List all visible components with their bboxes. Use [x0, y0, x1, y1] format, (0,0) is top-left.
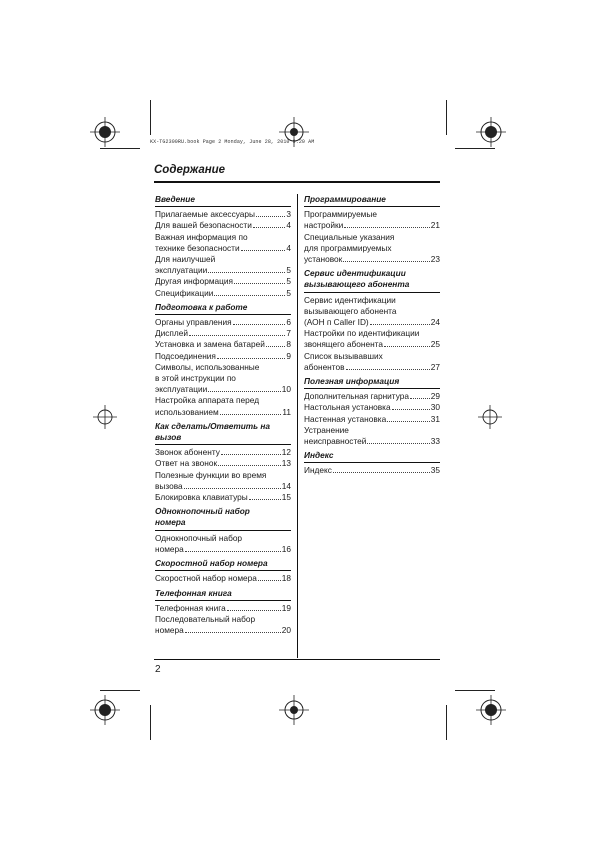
toc-entry[interactable]	[304, 232, 440, 266]
toc-entry-text: Ответ на звонок	[155, 458, 218, 469]
toc-entry-text: Важная информация по	[155, 231, 248, 242]
toc-entry-page: 4	[286, 242, 291, 253]
registration-mark-mid-right	[478, 405, 502, 429]
toc-entry-page: 21	[430, 220, 440, 231]
toc-entry-page: 25	[430, 339, 440, 350]
toc-entry-page: 23	[430, 254, 440, 265]
toc-entry-page: 18	[281, 573, 291, 584]
toc-entry[interactable]	[155, 288, 291, 299]
toc-entry[interactable]	[155, 533, 291, 555]
toc-left-column	[155, 194, 291, 636]
toc-entry-text: Блокировка клавиатуры	[155, 492, 248, 503]
dot-leader	[387, 421, 430, 422]
toc-entry-page: 16	[281, 543, 291, 554]
toc-entry-text: эксплуатации	[155, 384, 208, 395]
toc-entry-page: 24	[430, 317, 440, 328]
toc-entry-text: технике безопасности	[155, 242, 240, 253]
section-rule	[155, 570, 291, 571]
dot-leader	[392, 409, 430, 410]
registration-mark-bottom-left	[90, 695, 120, 725]
section-heading: Введение	[155, 194, 195, 204]
toc-entry[interactable]	[304, 414, 440, 425]
dot-leader	[218, 465, 281, 466]
toc-entry-text: Установка и замена батарей	[155, 339, 265, 350]
toc-entry[interactable]	[155, 220, 291, 231]
toc-entry-page: 4	[286, 220, 291, 231]
dot-leader	[217, 358, 285, 359]
toc-entry-text: Спецификации	[155, 287, 214, 298]
toc-entry-page: 13	[281, 458, 291, 469]
toc-entry-text: Настройка аппарата перед	[155, 395, 260, 406]
dot-leader	[333, 472, 430, 473]
section-rule	[155, 314, 291, 315]
toc-entry[interactable]	[304, 328, 440, 350]
dot-leader	[184, 488, 281, 489]
section-heading: Как сделать/Ответить на	[155, 420, 270, 431]
toc-entry[interactable]	[304, 425, 440, 447]
toc-entry-text: Другая информация	[155, 276, 234, 287]
section-rule	[155, 444, 291, 445]
toc-entry-text: Для наилучшей	[155, 254, 216, 265]
section-rule	[304, 206, 440, 207]
toc-entry[interactable]	[304, 465, 440, 476]
dot-leader	[233, 324, 286, 325]
toc-entry-text: эксплуатации	[155, 265, 208, 276]
dot-leader	[241, 250, 286, 251]
section-heading: Индекс	[304, 450, 334, 461]
dot-leader	[208, 391, 280, 392]
toc-entry-page: 12	[281, 447, 291, 458]
toc-entry-text: Настройки по идентификации	[304, 328, 420, 339]
toc-entry[interactable]	[155, 209, 291, 220]
toc-entry-text: Сервис идентификации	[304, 294, 396, 305]
section-rule	[304, 292, 440, 293]
toc-entry-text: вызывающего абонента	[304, 305, 397, 316]
dot-leader	[185, 632, 281, 633]
toc-entry-text: Органы управления	[155, 317, 232, 328]
toc-entry-text: для программируемых	[304, 242, 392, 253]
toc-entry[interactable]	[155, 458, 291, 469]
toc-entry[interactable]	[155, 232, 291, 254]
toc-entry-text: Список вызывавших	[304, 350, 383, 361]
toc-entry[interactable]	[155, 573, 291, 584]
dot-leader	[214, 295, 285, 296]
toc-entry[interactable]	[155, 317, 291, 328]
toc-entry-page: 7	[286, 328, 291, 339]
toc-entry-text: Прилагаемые аксессуары	[155, 209, 255, 220]
dot-leader	[367, 443, 429, 444]
print-header: KX-TG2300RU.book Page 2 Monday, June 28, 2010 9:20 AM	[150, 139, 315, 145]
toc-entry[interactable]	[155, 254, 291, 276]
section-heading: Однокнопочный набор	[155, 506, 250, 517]
toc-entry[interactable]	[304, 295, 440, 329]
registration-mark-bottom-right	[476, 695, 506, 725]
dot-leader	[249, 499, 281, 500]
toc-entry-text: абонентов	[304, 361, 345, 372]
section-heading: вызов	[155, 432, 182, 443]
toc-entry-text: вызова	[155, 480, 183, 491]
toc-right-column	[304, 194, 440, 477]
toc-entry-page: 6	[286, 317, 291, 328]
section-heading: Полезная информация	[304, 376, 400, 387]
column-divider	[297, 194, 298, 658]
toc-entry-page: 19	[281, 602, 291, 613]
registration-mark-bottom-center	[279, 695, 309, 725]
section-rule	[155, 600, 291, 601]
toc-entry-page: 5	[286, 287, 291, 298]
toc-entry-text: использованием	[155, 406, 219, 417]
toc-entry-page: 5	[286, 276, 291, 287]
toc-entry[interactable]	[304, 391, 440, 402]
footer-rule	[154, 659, 440, 660]
toc-entry-text: Для вашей безопасности	[155, 220, 252, 231]
toc-entry-text: Устранение	[304, 424, 349, 435]
dot-leader	[185, 551, 281, 552]
toc-entry-text: в этой инструкции по	[155, 373, 236, 384]
toc-entry-page: 30	[430, 402, 440, 413]
dot-leader	[384, 346, 430, 347]
section-rule	[304, 388, 440, 389]
toc-entry-text: Программируемые	[304, 209, 377, 220]
dot-leader	[343, 261, 429, 262]
dot-leader	[220, 414, 282, 415]
toc-entry[interactable]	[155, 603, 291, 614]
registration-mark-mid-left	[93, 405, 117, 429]
toc-entry-text: номера	[155, 543, 184, 554]
dot-leader	[410, 398, 430, 399]
dot-leader	[208, 272, 285, 273]
toc-entry-text: Настенная установка	[304, 413, 387, 424]
section-rule	[304, 462, 440, 463]
toc-entry[interactable]	[155, 351, 291, 362]
toc-entry-text: установок	[304, 254, 343, 265]
dot-leader	[346, 369, 430, 370]
dot-leader	[266, 346, 285, 347]
toc-entry[interactable]	[155, 492, 291, 503]
dot-leader	[370, 324, 430, 325]
title-rule	[154, 181, 440, 183]
toc-entry-text: Скоростной набор номера	[155, 573, 257, 584]
toc-entry-text: (АОН п Caller ID)	[304, 317, 369, 328]
toc-entry[interactable]	[155, 614, 291, 636]
dot-leader	[221, 454, 281, 455]
toc-entry[interactable]	[155, 362, 291, 396]
toc-entry-page: 5	[286, 265, 291, 276]
registration-mark-top-left	[90, 117, 120, 147]
toc-entry-page: 31	[430, 413, 440, 424]
toc-entry-text: номера	[155, 625, 184, 636]
toc-entry-text: Настольная установка	[304, 402, 391, 413]
toc-entry[interactable]	[155, 339, 291, 350]
section-heading: Сервис идентификации	[304, 268, 406, 279]
toc-entry[interactable]	[155, 447, 291, 458]
toc-entry-page: 11	[282, 406, 291, 417]
section-rule	[155, 206, 291, 207]
toc-entry-page: 35	[430, 465, 440, 476]
section-heading: номера	[155, 517, 186, 528]
toc-entry-text: Звонок абоненту	[155, 447, 220, 458]
dot-leader	[344, 227, 429, 228]
dot-leader	[227, 610, 281, 611]
toc-entry[interactable]	[304, 351, 440, 373]
section-rule	[155, 530, 291, 531]
toc-entry-page: 20	[281, 625, 291, 636]
toc-entry-page: 29	[430, 391, 440, 402]
toc-entry-text: неисправностей	[304, 436, 367, 447]
toc-entry-page: 14	[281, 480, 291, 491]
dot-leader	[253, 227, 286, 228]
section-heading: Скоростной набор номера	[155, 558, 268, 569]
toc-entry-page: 27	[430, 361, 440, 372]
toc-entry-page: 3	[286, 209, 291, 220]
toc-entry-page: 10	[281, 384, 291, 395]
dot-leader	[256, 216, 285, 217]
toc-entry-text: Последовательный набор	[155, 613, 256, 624]
toc-entry[interactable]	[155, 470, 291, 492]
toc-entry-text: звонящего абонента	[304, 339, 383, 350]
dot-leader	[234, 283, 285, 284]
toc-entry-page: 8	[286, 339, 291, 350]
toc-entry-text: Однокнопочный набор	[155, 532, 243, 543]
toc-entry[interactable]	[304, 402, 440, 413]
toc-entry-page: 9	[286, 350, 291, 361]
page-number: 2	[155, 664, 161, 675]
section-heading: Подготовка к работе	[155, 301, 248, 312]
toc-entry-text: Индекс	[304, 465, 332, 476]
toc-entry-text: Дисплей	[155, 328, 188, 339]
page-title: Содержание	[154, 164, 226, 176]
section-heading: Телефонная книга	[155, 587, 232, 598]
toc-entry[interactable]	[155, 395, 291, 417]
toc-entry-text: Телефонная книга	[155, 602, 226, 613]
toc-entry-text: настройки	[304, 220, 344, 231]
dot-leader	[258, 580, 281, 581]
toc-entry-text: Специальные указания	[304, 231, 395, 242]
dot-leader	[189, 335, 285, 336]
section-heading: Программирование	[304, 194, 386, 204]
toc-entry-page: 33	[430, 436, 440, 447]
toc-entry-text: Дополнительная гарнитура	[304, 391, 409, 402]
toc-entry-text: Символы, использованные	[155, 361, 260, 372]
toc-entry[interactable]	[304, 209, 440, 231]
toc-entry-text: Полезные функции во время	[155, 469, 267, 480]
toc-entry-text: Подсоединения	[155, 350, 216, 361]
toc-entry[interactable]	[155, 276, 291, 287]
toc-entry[interactable]	[155, 328, 291, 339]
registration-mark-top-right	[476, 117, 506, 147]
toc-entry-page: 15	[281, 492, 291, 503]
section-heading: вызывающего абонента	[304, 279, 410, 290]
